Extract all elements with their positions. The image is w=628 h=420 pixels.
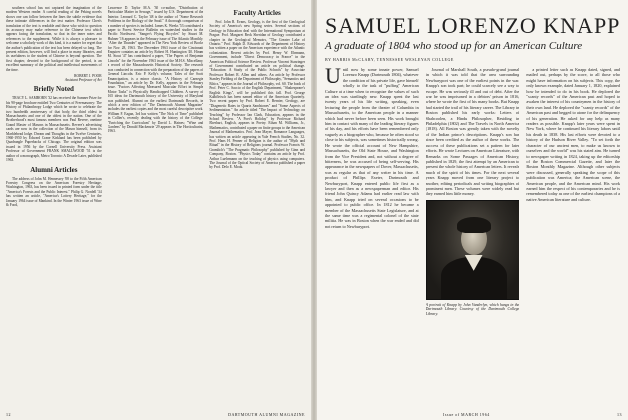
article-title: SAMUEL LORENZO KNAPP [325, 13, 621, 38]
issue-label: Issue of MARCH 1964 [443, 412, 490, 417]
article-subtitle: A graduate of 1804 who stood up for an American Culture [325, 40, 583, 52]
right-page [317, 0, 628, 420]
article-byline: BY HARRIS McCLARY, TENNESSEE WESLEYAN COLLEGE [325, 57, 454, 62]
page-number-right: 13 [617, 412, 622, 417]
right-page-footer [317, 412, 628, 417]
briefly-noted-text: TRACY L. SAMBORN '32 has received the Sumner Prize for his 90-page brochure entitled Two Centuries of Freemasonry: The History of Philanthropy Lodge which he wrote to celebrate the two hundredth anniversary of that body, the third oldest in Massachusetts and one of the oldest in the nation. One of the Brotherhood's most famous members was Paul Revere, onetime Grand Master of Masons in Massachusetts. Revere's advertising cards are now in the collection of the Mason himself, from its Marblehead lodge. Dream and Thoughts in the Twelve Centuries, 1960-1950 by Edward Crane Kirkland has been published by Quadrangle Paperbacks of Chicago. The original edition was issued in 1956 by the Cornell University Press. Assistant Professor of Government FRANK SMALLWOOD '51 is the author of a monograph, Metro Toronto: A Decade Later, published 1963. [6, 96, 102, 163]
article-body-2: Journal of Marshall South, a pseudo-grand journal in which it was told that the area surrounding Newburyport was one of the earliest points in the war. Knapp's son took part; he could scarcely see a way to escape. He was seriously ill and out of debt. After the war he was imprisoned in a debtors' prison in 1816, where he wrote the first of his many books. But Knapp had started the trail of his literary career. The Library in Boston published his early works: Letters of Shahcoolen, a Hindu Philosopher, Residing in Philadelphia (1802) and The Travels in North America (1818). All Boston was greatly taken with the novelty of the Indian prince's descriptions. Knapp's son has since been credited as the author of these works. The success of these publications set a pattern for later efforts. He wrote Lectures on American Literature, with Remarks on Some Passages of American History, published in 1829, the first attempt by an American to present the whole history of American letters. It reveals much of the spirit of his times. For the next several years Knapp moved from one literary project to another, editing periodicals and writing biographies of prominent men. These volumes were widely read but they earned him little money. [425, 67, 520, 197]
article-column-1 [325, 67, 419, 389]
magazine-name-footer: DARTMOUTH ALUMNI MAGAZINE [228, 412, 305, 417]
section-heading-briefly-noted: Briefly Noted [33, 85, 74, 94]
alumni-articles-continued: Lawrence D. Taylor M.A. '30 co-author, "Distribution of Particulate Matter in Sewage," issued by U.S. Department of the Interior. Leonard C. Taylor '48 is the author of "Some Research Problems in the Biology of the Snail." A thorough comparison of a number of species is included. James K. Weeks '53 contributed a paper to Forest Service Bulletin on watershed studies in the Pacific Northwest. "Sanger's Flying Bicycles" by Stuart M. Hubner '16 appears in the February issue of The Atlantic Monthly. "After the Thunder" appeared in The New York Review of Books for Nov. 28, 1963. The December 1963 issue of the Cincinnati Enquirer contains an article by Robert H. Huntington '40. Hiram M. Stout '47 has contributed a paper, "The Papers of Benjamin Lincoln" for the November 1963 issue of the M.H.S. Miscellany, a record of the Massachusetts Historical Society. The research was conducted in connection with the preparation of the papers of General Lincoln. Eric P. Kelly's volume, Tales of the Scott Emancipation, is a minor classic. "A History of Carnegie Foundation," an article by Dr. Kelly, appears in the February issue. "Factors Affecting Measured Muscular Effort in Simple Motor Tasks" is Physically Handicapped Children. A survey of 165 ideas for Dartmouth history of the University of Maryland was published. Alumni on the earliest Dartmouth Records, in which a new edition of "The Dartmouth Alumni Magazine" includes the earliest copies and the most careful descriptive work. William F. Eagan, 3rd has written "The Nick of Time" published in Collier's, recently dealing with the history of the College. "Enriching the Curriculum" by David L. Haines; "Wine and Gardens" by Donald Mackenzie '29 appears in The Horticulturist, 1963. [107, 6, 204, 134]
signature-name: ROBERT J. POOR [74, 73, 102, 78]
left-column-2 [108, 6, 204, 402]
alumni-articles-text: The address of John M. Hennessey '08 to the Fifth American Forestry Congress on the American Forestry Heritage, Washington, 1963, has been issued in printed form under the title "America's Forests and the Public Interest." Philip G. Nordell '34 has written an article, "America's Lottery Heritage," for the January 1964 issue of Mankind. In the Winter 1963 issue of Wine & Food, [6, 176, 102, 207]
section-heading-alumni-articles: Alumni Articles [30, 165, 78, 174]
article-column-3 [526, 67, 620, 389]
article-column-2 [426, 67, 520, 389]
portrait-caption: A portrait of Knapp by John Vanderlyn, which hangs in the Dartmouth Library. Courtesy of the Dartmouth College Library. [425, 302, 520, 316]
article-body-3: a printed letter such as Knapp dated, signed, and mailed out, perhaps by the score, to all those who might have information on his subjects. This copy, the only known example, dated January 1, 1820, explained how he intended to do in his book. He deplored the "scanty records" of the American past and hoped to awaken the interest of his countrymen in the history of their own land. He deplored the "scanty records" of the American past and begged to atone for the delinquency of his generation. He asked for any help as many readers as possible. Knapp's later years were spent in New York, where he continued his literary labors until his death in 1838. His last efforts were devoted to a history of the Hudson River Valley. "To set forth the character of our ancient men, to make us known to ourselves and the world" was his stated aim. He turned to newspaper writing in 1824, taking up the editorship of the Boston Commercial Gazette, and later the Boston Monthly Magazine. Although other subjects were discussed, generally speaking the scope of this publication was America; the American scene, the American people, and the American mind. His work earned him the respect of his contemporaries and he is remembered today as one of the earliest champions of a native American literature and culture. [526, 67, 621, 202]
left-column-3 [209, 6, 305, 402]
drop-cap: U [325, 67, 341, 88]
article-body-1: ntil now by some innate power, Samuel Lorenzo Knapp (Dartmouth 1804), whatever the condition of his private life, gave himself wholly to the task of "puffing" American Culture at a time when to recognize the values of such an idea was startlingly new. Knapp spent the last twenty years of his life writing, speaking, even lecturing the people from the theater of Columbia in Massachusetts, to the American people in a manner which had never before been seen. His work brought him in contact with many of the leading literary figures of his day, and his efforts have been remembered only vaguely as a biographer who, because he often stood so close to his subjects, was sometimes historically wrong. He wrote the official account of New Hampshire, Massachusetts, the Old State House, and Washington from the Vice President and, not without a degree of bitterness, he was accused of being self-serving. His appearance in the newspapers of Dover, Massachusetts, was as regular as that of any writer in his time. A product of Phillips Exeter, Dartmouth and Newburyport, Knapp entered public life first as a lawyer and then as a newspaperman and editor. His friend John Quincy Adams had earlier read law with him, and Knapp tried on several occasions to be appointed to public office. In 1812 he became a member of the Massachusetts State Legislature, and at the same time was a regimental colonel of the state militia. He was in Boston when the war ended and did not return to Newburyport. [325, 67, 419, 229]
knapp-portrait-image [426, 200, 520, 300]
page-number-left: 12 [6, 412, 11, 417]
faculty-articles-text: Prof. John R. Evans, Geology, is the first of the Geological Society of America's new Spring series. Several sections of Geology in Education deal with the International Symposium at Prague. Prof. Margaret Beck Sheridan of Geology contributed a chapter in the Geological Memoirs, "The Greater Lake of Ontario." Prof. Ralph D. Edwards of the Department of History has written a paper on the American experience with the Atlantic colonization. Recent articles by Prof. Henry W. Ehrmann, Government, include "Direct Democracy in France" in the American Political Science Review. Professor Vincent Starzinger of Government contributed an article on political change. "Education: A Study of the Public Schools" by Associate Professor Robert R. Allen and others. An article by Professor Stanley Fielding of the Department of Philosophy, "Semantics and Ethics," appears in the Journal of Philosophy, vol. 60. The book of Prof. Peter C. Saccio of the English Department, "Shakespeare's English Kings", will be published this fall. Prof. George Kalbfleisch has been named editor of the American Quarterly. Two recent papers by Prof. Robert E. Bernier, Geology, are "Diagenetic Rates in Quartz Sandstones" and "Some Aspects of Sedimentation." An article titled "The Impact of Technology on Teaching" by Professor Ian Clark, Education, appears in the School Review. "A Poet's Holiday" by Professor Richard Eberhart, English, appears in Poetry. Ethan M. Williams, Jr., Mathematics, contributed a paper on finite groups to the American Journal of Mathematics. Prof. Jean Mayer, Romance Languages, has written an article appearing in Yale French Studies, No. 32. Prof. Hans H. Penner of Religion is the author of "Myth and Ritual" in the History of Religions journal. Professor Francis W. Gramlich's "The Pragmatic Philosophy" published by Ginn and Company, Boston. "Physics Today" contains an article by Prof. Arthur Luehrmann on the teaching of physics using computers. The Journal of the Optical Society of America published a paper by Prof. Delo E. Mook. [209, 20, 306, 170]
review-text: southern school has not captured the imagination of the modern Western reader. A careful reading of the Peking novels shows one can follow between the lines the subtle evidence that these intimate differences in the text matter. Professor Chen's translation of the text is readable and those who wish to question its accuracy may make reference to the Chinese text which appears facing the translation, so that in the inner notes and references to the supplement. While it is always a pleasure to welcome a scholarly work of this kind, it is a matter for regret that the author's publication of the text has been delayed so long. The present edition, however, will find a place in many libraries, and its usefulness to the student of Chinese is beyond question. The first chapter, devoted to the background of the period, is an excellent summary of the political and intellectual movements of the time. [6, 6, 102, 72]
review-signature [6, 74, 102, 83]
section-heading-faculty-articles: Faculty Articles [233, 9, 281, 17]
left-page-footer [0, 412, 311, 417]
left-page [0, 0, 311, 420]
signature-title: Assistant Professor of Art [64, 78, 102, 82]
left-column-1 [6, 6, 102, 402]
